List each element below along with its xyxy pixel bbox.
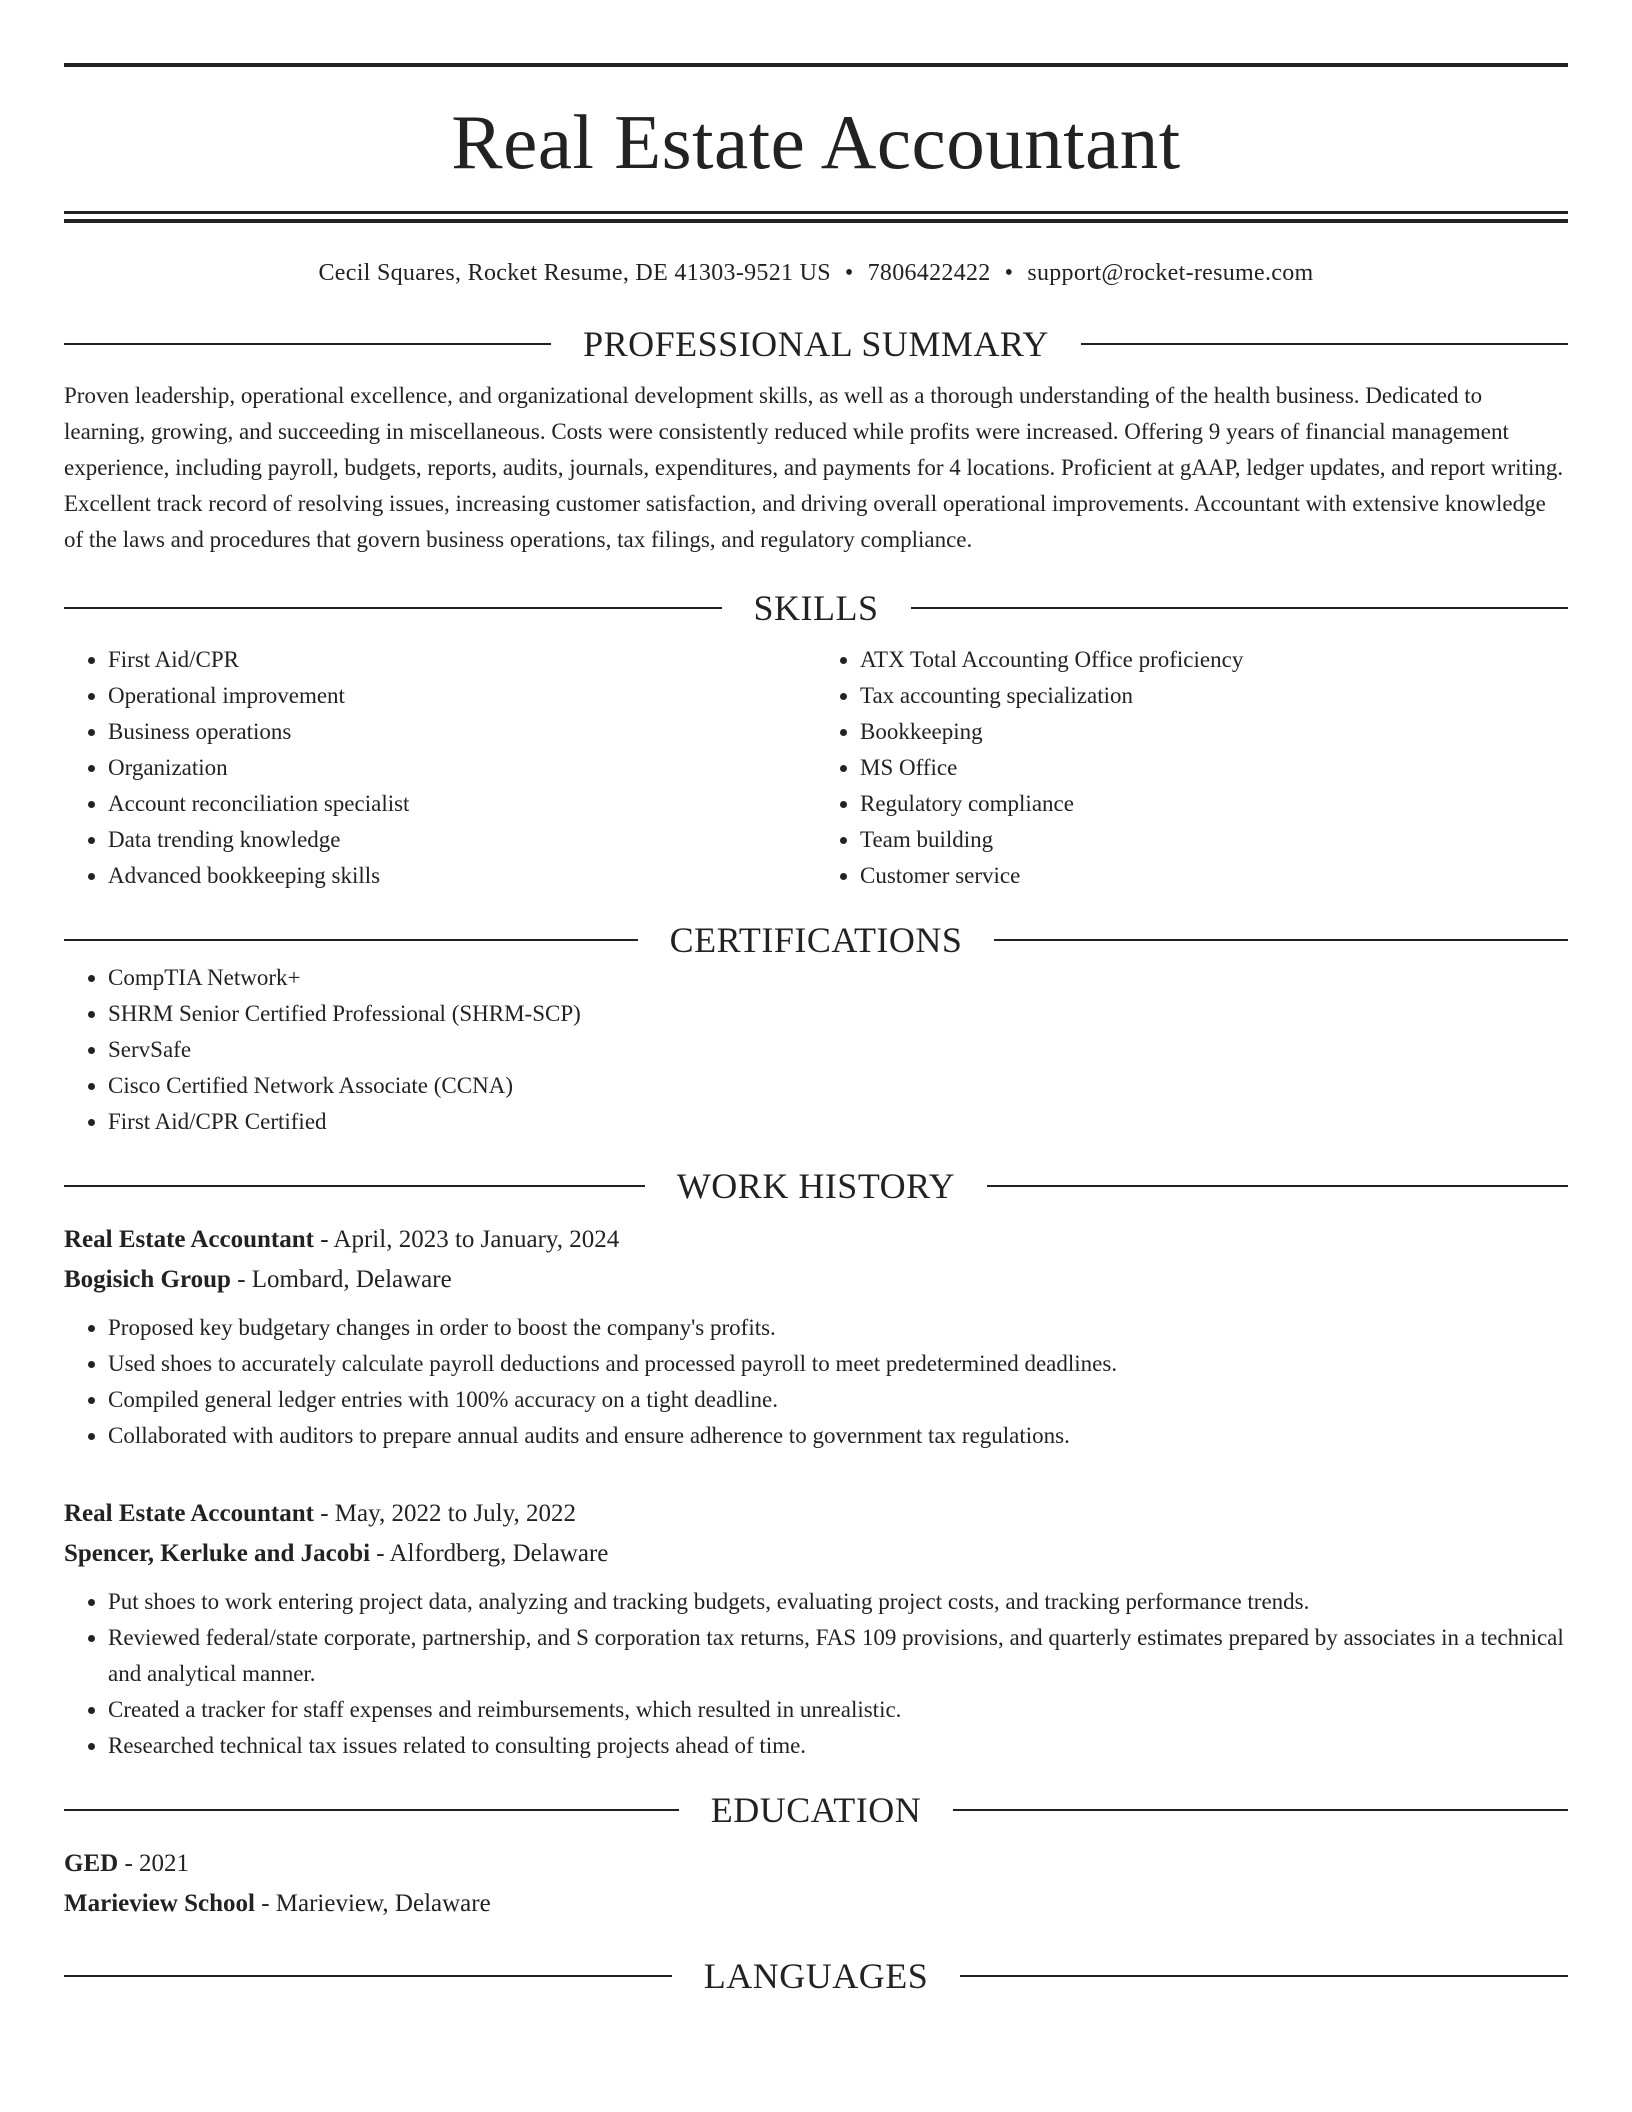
section-header-skills (64, 588, 1568, 628)
contact-separator: • (844, 260, 854, 286)
job-location: - Alfordberg, Delaware (370, 1540, 609, 1567)
education-year: - 2021 (118, 1850, 190, 1877)
skill-item: • Business operations (108, 714, 816, 750)
divider-line (953, 1809, 1568, 1811)
skill-item: • ATX Total Accounting Office proficiency (860, 642, 1568, 678)
skill-item: • Operational improvement (108, 678, 816, 714)
education-location: - Marieview, Delaware (254, 1890, 491, 1917)
job-bullet: • Used shoes to accurately calculate payroll deductions and processed payroll to meet predetermined deadlines. (108, 1346, 1568, 1382)
section-title-education: EDUCATION (710, 1790, 922, 1830)
education-entry (64, 1844, 1568, 1924)
divider-line (911, 607, 1569, 609)
education-degree-line (64, 1844, 1568, 1884)
skills-list-left (64, 642, 816, 894)
job-dates: - April, 2023 to January, 2024 (313, 1226, 620, 1253)
job-bullet: • Created a tracker for staff expenses and reimbursements, which resulted in unrealistic. (108, 1692, 1568, 1728)
job-entry (64, 1494, 1568, 1764)
contact-phone: 7806422422 (867, 260, 991, 286)
top-rule (64, 63, 1568, 67)
job-role: Real Estate Accountant (64, 1226, 314, 1253)
contact-separator: • (1004, 260, 1014, 286)
job-company-line (64, 1534, 1568, 1574)
title-double-rule (64, 211, 1568, 223)
job-bullet: • Collaborated with auditors to prepare annual audits and ensure adherence to government tax regulations. (108, 1418, 1568, 1454)
divider-line (987, 1185, 1568, 1187)
job-bullets (64, 1310, 1568, 1454)
certification-item: • ServSafe (108, 1032, 1568, 1068)
education-degree: GED (64, 1850, 119, 1877)
section-title-languages: LANGUAGES (703, 1956, 929, 1996)
job-bullet: • Proposed key budgetary changes in order to boost the company's profits. (108, 1310, 1568, 1346)
job-title-line (64, 1220, 1568, 1260)
skill-item: • Data trending knowledge (108, 822, 816, 858)
section-title-skills: SKILLS (753, 588, 879, 628)
resume-title: Real Estate Accountant (451, 99, 1181, 185)
job-bullet: • Reviewed federal/state corporate, partnership, and S corporation tax returns, FAS 109 provisions, and quarterly estimates prepared by associates in a technical and analytical manner. (108, 1620, 1568, 1692)
skill-item: • MS Office (860, 750, 1568, 786)
resume-page (64, 0, 1568, 1996)
skill-item: • Regulatory compliance (860, 786, 1568, 822)
job-dates: - May, 2022 to July, 2022 (313, 1500, 577, 1527)
education-school: Marieview School (64, 1890, 255, 1917)
job-bullets (64, 1584, 1568, 1764)
divider-line (1081, 343, 1568, 345)
job-role: Real Estate Accountant (64, 1500, 314, 1527)
certification-item: • CompTIA Network+ (108, 960, 1568, 996)
divider-line (64, 939, 638, 941)
contact-line (64, 258, 1568, 288)
skills-list-right (816, 642, 1568, 894)
section-header-summary (64, 324, 1568, 364)
certification-item: • SHRM Senior Certified Professional (SHRM-SCP) (108, 996, 1568, 1032)
job-location: - Lombard, Delaware (230, 1266, 452, 1293)
job-bullet: • Compiled general ledger entries with 100% accuracy on a tight deadline. (108, 1382, 1568, 1418)
job-title-line (64, 1494, 1568, 1534)
education-school-line (64, 1884, 1568, 1924)
skill-item: • Team building (860, 822, 1568, 858)
contact-email: support@rocket-resume.com (1027, 260, 1314, 286)
certifications-list (64, 960, 1568, 1140)
skill-item: • Bookkeeping (860, 714, 1568, 750)
certification-item: • First Aid/CPR Certified (108, 1104, 1568, 1140)
section-title-certifications: CERTIFICATIONS (669, 920, 963, 960)
divider-line (64, 1809, 679, 1811)
divider-line (64, 343, 551, 345)
skill-item: • Customer service (860, 858, 1568, 894)
section-header-certifications (64, 920, 1568, 960)
job-company-line (64, 1260, 1568, 1300)
section-title-work-history: WORK HISTORY (676, 1166, 956, 1206)
job-bullet: • Researched technical tax issues related to consulting projects ahead of time. (108, 1728, 1568, 1764)
divider-line (64, 607, 722, 609)
contact-address: Cecil Squares, Rocket Resume, DE 41303-9521 US (318, 260, 831, 286)
section-header-education (64, 1790, 1568, 1830)
job-entry (64, 1220, 1568, 1454)
section-header-languages (64, 1956, 1568, 1996)
divider-line (64, 1185, 645, 1187)
job-company: Spencer, Kerluke and Jacobi (64, 1540, 371, 1567)
divider-line (960, 1975, 1568, 1977)
job-company: Bogisich Group (64, 1266, 231, 1293)
skill-item: • First Aid/CPR (108, 642, 816, 678)
summary-paragraph: Proven leadership, operational excellence, and organizational development skills, as well as a thorough understanding of the health business. Dedicated to learning, growing, and succeeding in miscellaneous. Costs were consistently reduced while profits were increased. Offering 9 years of financial management experience, including payroll, budgets, reports, audits, journals, expenditures, and payments for 4 locations. Proficient at gAAP, ledger updates, and report writing. Excellent track record of resolving issues, increasing customer satisfaction, and driving overall operational improvements. Accountant with extensive knowledge of the laws and procedures that govern business operations, tax filings, and regulatory compliance. (64, 383, 1564, 552)
certification-item: • Cisco Certified Network Associate (CCNA) (108, 1068, 1568, 1104)
section-title-summary: PROFESSIONAL SUMMARY (583, 324, 1049, 364)
skill-item: • Organization (108, 750, 816, 786)
divider-line (64, 1975, 672, 1977)
section-header-work-history (64, 1166, 1568, 1206)
divider-line (994, 939, 1568, 941)
job-bullet: • Put shoes to work entering project data, analyzing and tracking budgets, evaluating project costs, and tracking performance trends. (108, 1584, 1568, 1620)
skill-item: • Tax accounting specialization (860, 678, 1568, 714)
skill-item: • Advanced bookkeeping skills (108, 858, 816, 894)
skills-grid (64, 642, 1568, 894)
skill-item: • Account reconciliation specialist (108, 786, 816, 822)
